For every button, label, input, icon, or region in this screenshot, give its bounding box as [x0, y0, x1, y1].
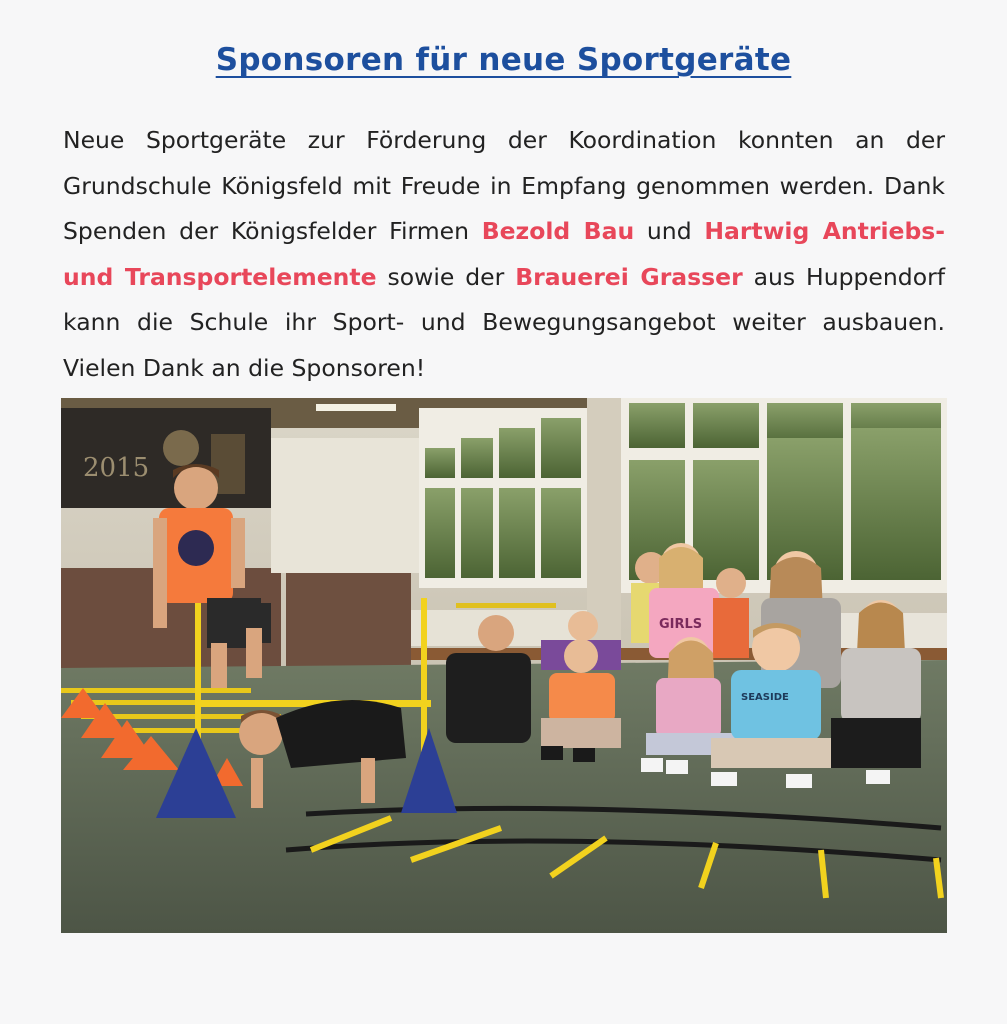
paragraph-text-3: sowie der — [376, 262, 516, 291]
paragraph-text-1: Neue Sportgeräte zur Förderung der Koordination konnten an der Grundschule Königsfeld mit Freude in Empfang genommen werden. Dank Spenden der Königsfelder Firmen — [63, 126, 945, 245]
sponsor-hartwig: Hartwig Antriebs- und Transportelemente — [63, 217, 946, 291]
shirt-text-2: SEASIDE — [741, 692, 789, 703]
article-title: Sponsoren für neue Sportgeräte — [215, 42, 792, 78]
sponsor-bezold-bau: Bezold Bau — [481, 217, 635, 245]
gym-photo-illustration — [61, 398, 947, 933]
article-paragraph — [63, 118, 945, 391]
sponsor-brauerei-grasser: Brauerei Grasser — [515, 262, 743, 291]
banner-text: 2015 — [83, 453, 150, 483]
paragraph-text-4: aus Huppendorf kann die Schule ihr Sport- und Bewegungsangebot weiter ausbauen. Vielen Dank an die Sponsoren! — [63, 262, 946, 382]
gym-photo — [61, 398, 947, 933]
shirt-text: GIRLS — [659, 617, 703, 632]
paragraph-text-2: und — [634, 217, 705, 245]
